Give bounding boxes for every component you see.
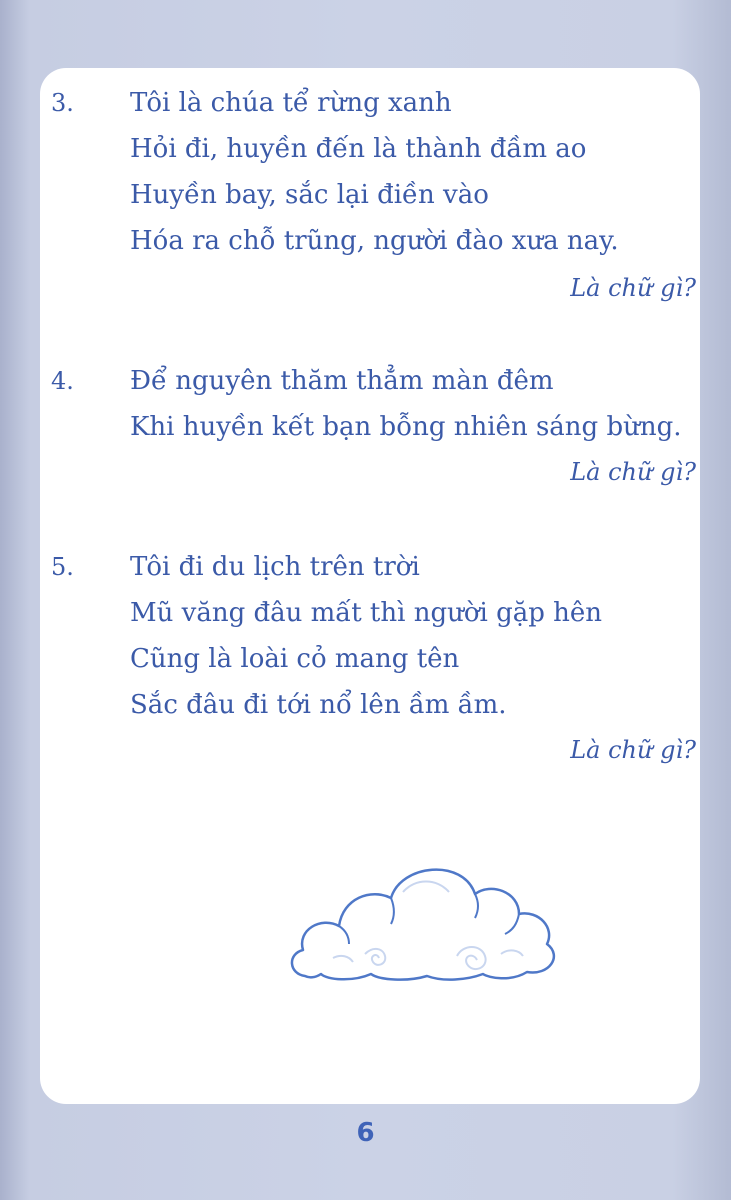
verse-line: Hóa ra chỗ trũng, người đào xưa nay. — [130, 226, 619, 256]
verse-line: Sắc đâu đi tới nổ lên ầm ầm. — [130, 690, 507, 720]
verse-line: Tôi đi du lịch trên trời — [130, 552, 420, 582]
riddle-number: 4. — [51, 367, 74, 395]
riddle-question: Là chữ gì? — [570, 736, 696, 764]
riddle-verse — [130, 80, 700, 264]
riddle-question: Là chữ gì? — [570, 274, 696, 302]
verse-line: Khi huyền kết bạn bỗng nhiên sáng bừng. — [130, 412, 682, 442]
riddle-number: 3. — [51, 89, 74, 117]
verse-line: Huyền bay, sắc lại điền vào — [130, 180, 489, 210]
content-card — [40, 68, 700, 1104]
verse-line: Để nguyên thăm thẳm màn đêm — [130, 366, 554, 396]
verse-line: Mũ văng đâu mất thì người gặp hên — [130, 598, 602, 628]
verse-line: Cũng là loài cỏ mang tên — [130, 644, 460, 674]
verse-line: Tôi là chúa tể rừng xanh — [130, 88, 452, 118]
riddle-verse — [130, 358, 700, 450]
page-number: 6 — [356, 1118, 375, 1148]
verse-line: Hỏi đi, huyền đến là thành đầm ao — [130, 134, 587, 164]
riddle-question: Là chữ gì? — [570, 458, 696, 486]
cloud-icon — [287, 858, 557, 998]
riddle-verse — [130, 544, 700, 728]
riddle-number: 5. — [51, 553, 74, 581]
